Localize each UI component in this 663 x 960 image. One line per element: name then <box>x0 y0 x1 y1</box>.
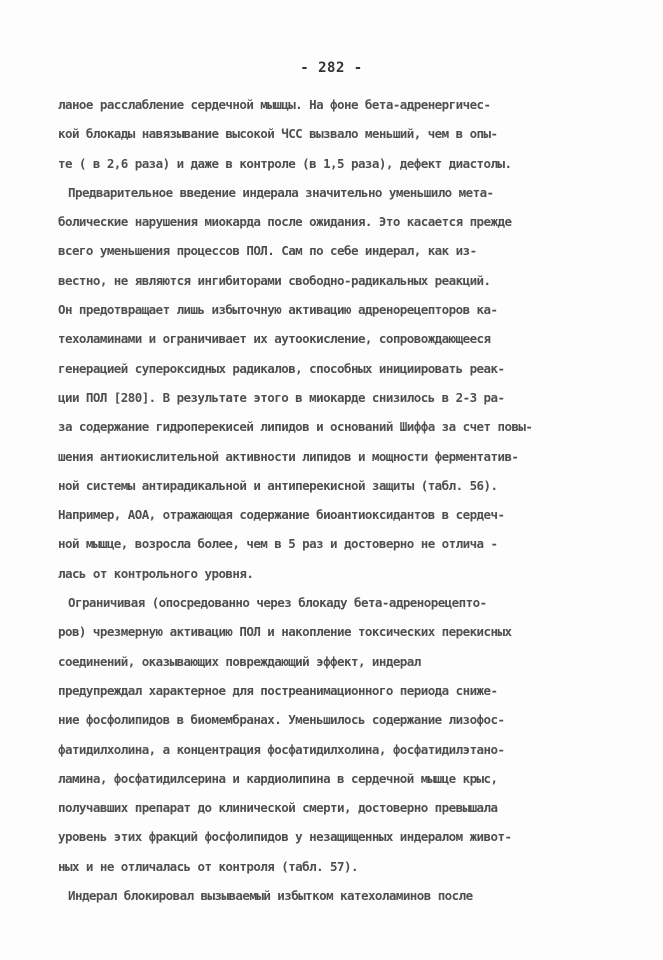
body-text <box>58 90 618 910</box>
text-line: ламина, фосфатидилсерина и кардиолипина в сердечной мышце крыс, <box>58 770 498 786</box>
text-line: лась от контрольного уровня. <box>58 565 254 581</box>
text-line: ной системы антирадикальной и антиперекисной защиты (табл. 56). <box>58 477 498 493</box>
text-line: Ограничивая (опосредованно через блокаду бета-адренорецепто- <box>68 595 487 611</box>
text-line: ных и не отличалась от контроля (табл. 57). <box>58 858 358 874</box>
text-line: получавших препарат до клинической смерти, достоверно превышала <box>58 800 498 816</box>
text-line: ние фосфолипидов в биомембранах. Уменьшилось содержание лизофос- <box>58 712 505 728</box>
text-line: генерацией супероксидных радикалов, способных инициировать реак- <box>58 360 505 376</box>
text-line: техоламинами и ограничивает их аутоокисление, сопровождающееся <box>58 331 491 347</box>
text-line: ции ПОЛ [280]. В результате этого в миокарде снизилось в 2-3 ра- <box>58 389 505 405</box>
text-line: за содержание гидроперекисей липидов и оснований Шиффа за счет повы- <box>58 419 533 435</box>
text-line: предупреждал характерное для постреанимационного периода сниже- <box>58 682 498 698</box>
text-line: Индерал блокировал вызываемый избытком катехоламинов после <box>68 888 473 904</box>
text-line: фатидилхолина, а концентрация фосфатидилхолина, фосфатидилэтано- <box>58 741 505 757</box>
text-line: вестно, не являются ингибиторами свободно-радикальных реакций. <box>58 272 491 288</box>
text-line: Предварительное введение индерала значительно уменьшило мета- <box>68 184 494 200</box>
text-line: всего уменьшения процессов ПОЛ. Сам по себе индерал, как из- <box>58 243 477 259</box>
text-line: те ( в 2,6 раза) и даже в контроле (в 1,5 раза), дефект диастолы. <box>58 155 512 171</box>
page-number: - 282 - <box>300 60 363 76</box>
text-line: соединений, оказывающих повреждающий эффект, индерал <box>58 653 421 669</box>
text-line: кой блокады навязывание высокой ЧСС вызвало меньший, чем в опы- <box>58 126 498 142</box>
text-line: Например, АОА, отражающая содержание биоантиоксидантов в сердеч- <box>58 507 505 523</box>
text-line: ной мышце, возросла более, чем в 5 раз и достоверно не отлича - <box>58 536 498 552</box>
text-line: ров) чрезмерную активацию ПОЛ и накопление токсических перекисных <box>58 624 512 640</box>
text-line: шения антиокислительной активности липидов и мощности ферментатив- <box>58 448 519 464</box>
text-line: уровень этих фракций фосфолипидов у незащищенных индералом живот- <box>58 829 512 845</box>
text-line: болические нарушения миокарда после ожидания. Это касается прежде <box>58 214 512 230</box>
text-line: Он предотвращает лишь избыточную активацию адренорецепторов ка- <box>58 302 498 318</box>
text-line: ланое расслабление сердечной мышцы. На фоне бета-адренергичес- <box>58 97 491 112</box>
